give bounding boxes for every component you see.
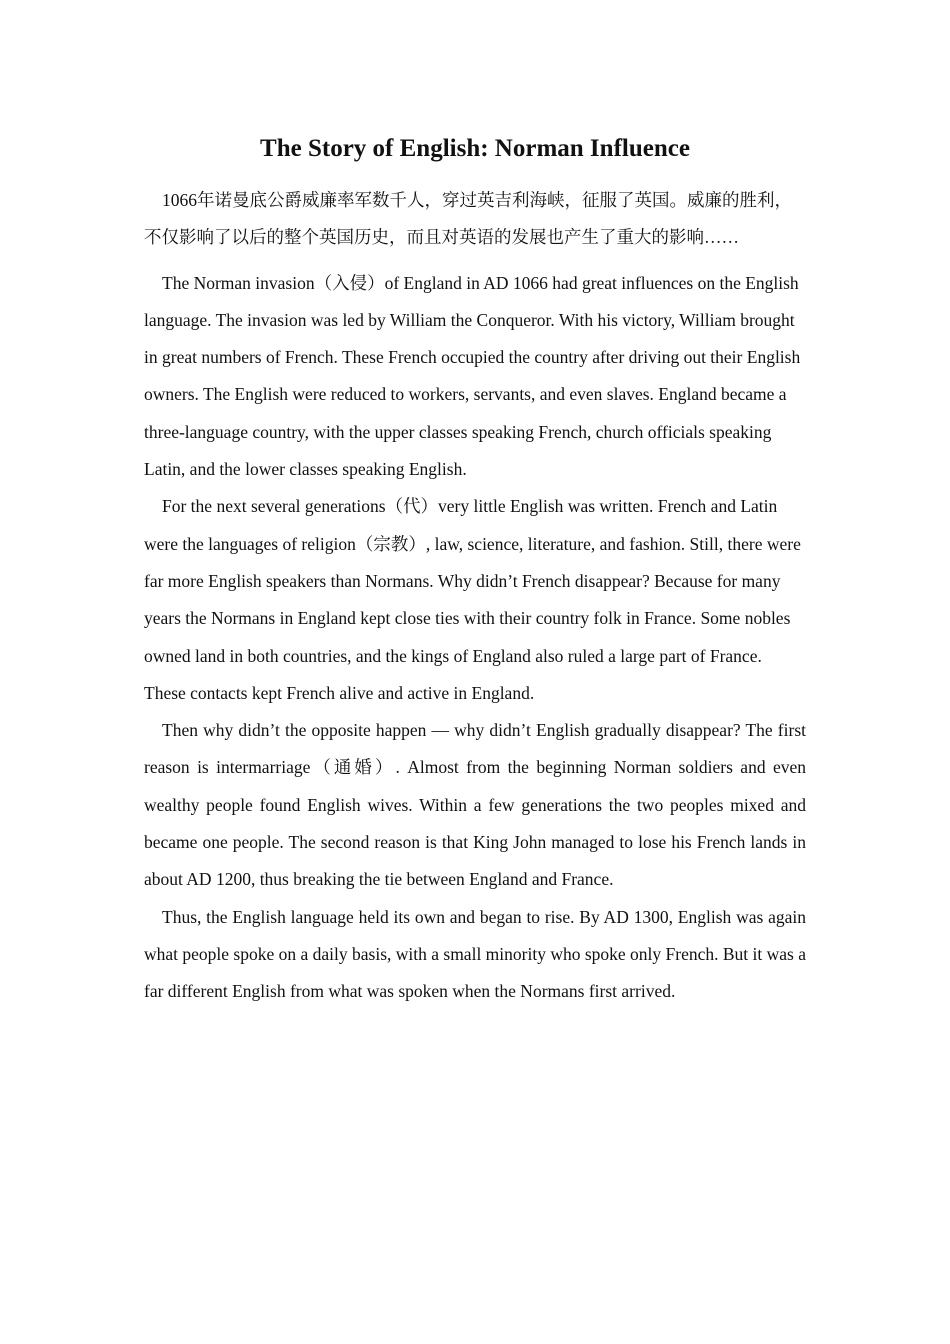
paragraph-norman-invasion: The Norman invasion（入侵）of England in AD 1066 had great influences on the English language. The invasion was led by William the Conqueror. With his victory, William brought in great numbers of French. These French occupied the country after driving out their English owners. The English were reduced to workers, servants, and even slaves. England became a three-language country, with the upper classes speaking French, church officials speaking Latin, and the lower classes speaking English. — [144, 272, 801, 480]
paragraph-opposite-happen: Then why didn’t the opposite happen — why didn’t English gradually disappear? The first reason is intermarriage（通婚）. Almost from the beginning Norman soldiers and even wealthy people found English wives. Within a few generations the two peoples mixed and became one people. The second reason is that King John managed to lose his French lands in about AD 1200, thus breaking the tie between England and France. — [144, 720, 806, 890]
document-title: The Story of English: Norman Influence — [260, 135, 690, 162]
paragraph-generations: For the next several generations（代）very little English was written. French and Latin were the languages of religion（宗教）, law, science, literature, and fashion. Still, there were far more English speakers than Normans. Why didn’t French disappear? Because for many years the Normans in England kept close ties with their country folk in France. Some nobles owned land in both countries, and the kings of England also ruled a large part of France. These contacts kept French alive and active in England. — [144, 496, 801, 703]
document-body — [144, 130, 806, 1011]
paragraph-english-rise: Thus, the English language held its own and began to rise. By AD 1300, English was again what people spoke on a daily basis, with a small minority who spoke only French. But it was a far different English from what was spoken when the Normans first arrived. — [144, 906, 806, 1002]
intro-paragraph-chinese: 1066年诺曼底公爵威廉率军数千人，穿过英吉利海峡，征服了英国。威廉的胜利，不仅影响了以后的整个英国历史，而且对英语的发展也产生了重大的影响…… — [144, 190, 792, 248]
